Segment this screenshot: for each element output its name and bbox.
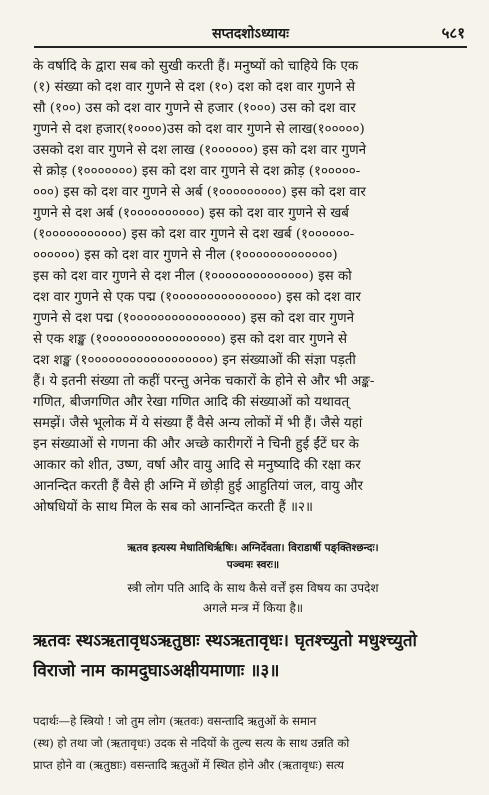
body-line: गुणने से दश पद्म (१००००००००००००००००) इस को दश वार गुणने <box>33 311 355 326</box>
padartha-block <box>33 710 473 776</box>
body-line: आकार को शीत, उष्ण, वर्षा और वायु आदि से मनुष्यादि की रक्षा कर <box>33 458 361 473</box>
body-line: गणित, बीजगणित और रेखा गणित आदि की संख्याओं को यथावत् <box>33 395 350 410</box>
page-number: ५८१ <box>441 24 465 42</box>
body-line: ०००) इस को दश वार गुणने से अर्ब (१०००००००००) इस को दश वार <box>33 185 366 200</box>
chapter-title: सप्तदशोऽध्यायः <box>212 26 289 42</box>
body-line: (१) संख्या को दश वार गुणने से दश (१०) दश को दश वार गुणने से <box>33 80 356 95</box>
mantra-line: विराजो नाम कामदुघाऽअक्षीयमाणाः ॥३॥ <box>33 661 280 681</box>
body-line: से क्रोड़ (१०००००००) इस को दश वार गुणने से दश क्रोड़ (१०००००- <box>33 164 361 179</box>
padartha-line: प्राप्त होने वा (ऋतुष्ठाः) वसन्तादि ऋतुओं में स्थित होने और (ऋतावृधः) सत्य <box>33 758 344 772</box>
body-line: इन संख्याओं से गणना की और अच्छे कारीगरों ने चिनी हुई ईंटें घर के <box>33 437 359 452</box>
mantra-introduction <box>33 540 473 618</box>
body-line: (१०००००००००००) इस को दश वार गुणने से दश खर्ब (१००००००- <box>33 227 355 242</box>
topic-line: स्त्री लोग पति आदि के साथ कैसे वर्त्तें इस विषय का उपदेश <box>127 581 379 595</box>
body-line: गुणने से दश अर्ब (१००००००००००) इस को दश वार गुणने से खर्ब <box>33 206 349 221</box>
body-line: के वर्षादि के द्वारा सब को सुखी करती हैं। मनुष्यों को चाहिये कि एक <box>33 59 359 74</box>
body-line: उसको दश वार गुणने से दश लाख (१००००००) इस को दश वार गुणने <box>33 143 367 158</box>
body-line: ओषधियों के साथ मिल के सब को आनन्दित करती हैं ॥२॥ <box>33 500 314 515</box>
body-line: इस को दश वार गुणने से दश नील (१००००००००००००००) इस को <box>33 269 352 284</box>
topic-line: अगले मन्त्र में किया है॥ <box>202 601 304 615</box>
body-line: सौ (१००) उस को दश वार गुणने से हजार (१०००) उस को दश वार <box>33 101 356 116</box>
body-line: हैं। ये इतनी संख्या तो कहीं परन्तु अनेक चकारों के होने से और भी अङ्क- <box>33 374 375 389</box>
body-line: गुणने से दश हजार(१००००)उस को दश वार गुणने से लाख(१०००००) <box>33 122 365 137</box>
commentary-body <box>33 56 473 518</box>
padartha-line: (स्थ) हो तथा जो (ऋतावृधः) उदक से नदियों के तुल्य सत्य के साथ उन्नति को <box>33 736 350 750</box>
mantra-block <box>33 626 473 686</box>
padartha-line: पदार्थः—हे स्त्रियो ! जो तुम लोग (ऋतवः) वसन्तादि ऋतुओं के समान <box>33 714 317 728</box>
body-line: से एक शङ्ख (१०००००००००००००००००) इस को दश वार गुणने से <box>33 332 348 347</box>
swara-line: पञ्चमः स्वरः॥ <box>226 559 280 571</box>
body-line: ००००००) इस को दश वार गुणने से नील (१०००००००००००००) <box>33 248 338 263</box>
body-line: दश वार गुणने से एक पद्म (१०००००००००००००००) इस को दश वार <box>33 290 361 305</box>
page-header <box>34 20 467 48</box>
body-line: दश शङ्ख (१००००००००००००००००००) इन संख्याओं की संज्ञा पड़ती <box>33 353 356 368</box>
body-line: आनन्दित करती हैं वैसे ही अग्नि में छोड़ी हुई आहुतियां जल, वायु और <box>33 479 363 494</box>
rishi-devata-line: ऋतव इत्यस्य मेधातिथिर्ऋषिः। अग्निर्देवता। विराडार्षी पङ्क्तिश्छन्दः। <box>127 542 379 554</box>
body-line: समझें। जैसे भूलोक में ये संख्या हैं वैसे अन्य लोकों में भी हैं। जैसे यहां <box>33 416 363 431</box>
mantra-line: ऋतवः स्थऽऋतावृधऽऋतुष्ठाः स्थऽऋतावृधः। घृतश्च्युतो मधुश्च्युतो <box>33 631 417 651</box>
